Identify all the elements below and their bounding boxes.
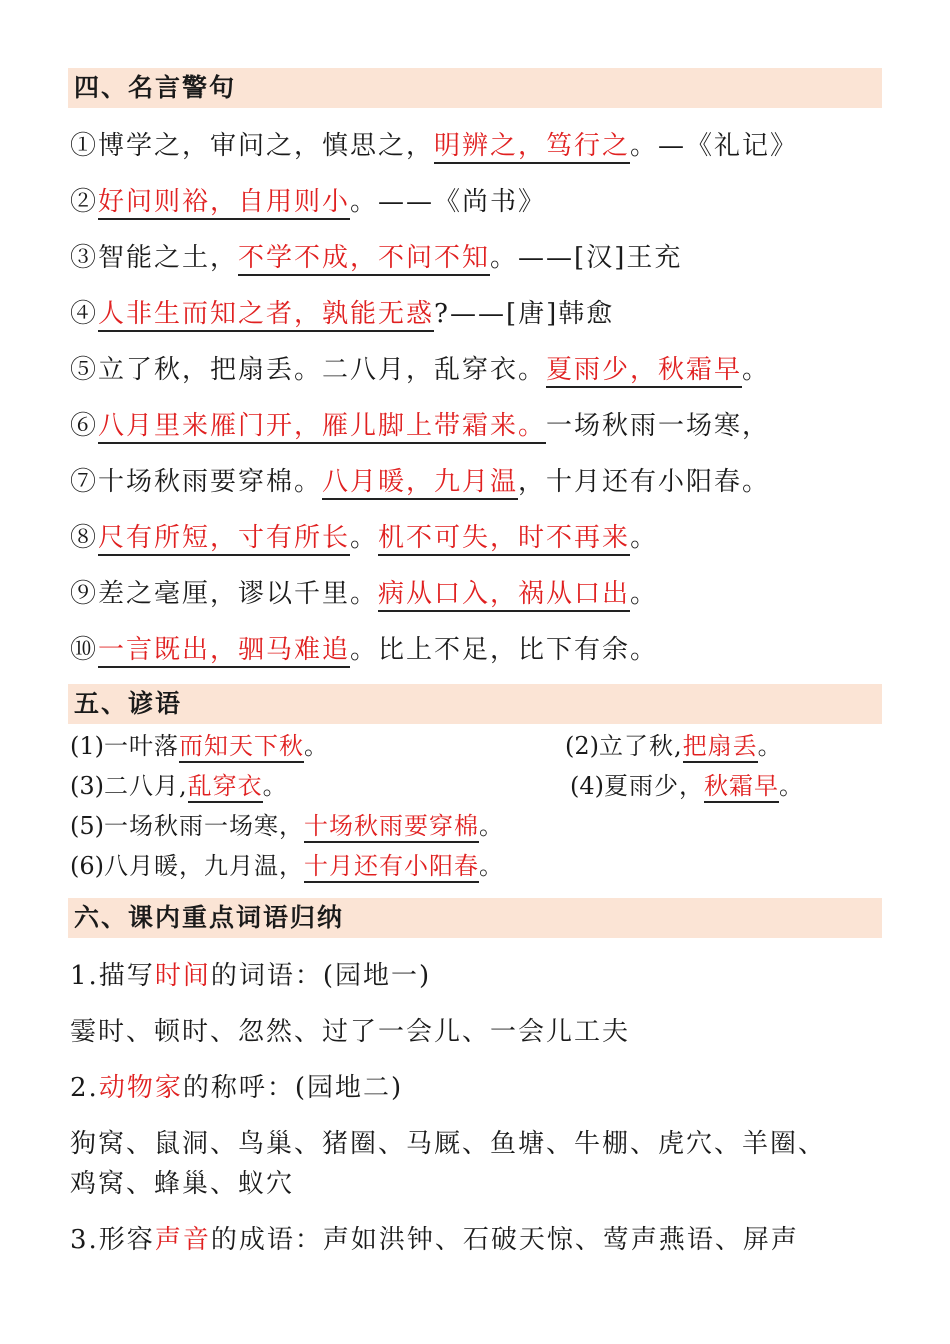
proverb-number: (3): [70, 772, 104, 800]
quote-line: [70, 184, 546, 220]
quote-text: 一场秋雨一场寒，: [546, 411, 771, 441]
quote-line: [70, 240, 682, 276]
proverb-number: (4): [570, 772, 604, 800]
quote-text: ，十月还有小阳春。: [518, 467, 771, 497]
proverb-number: (6): [70, 852, 104, 880]
quote-number: ⑥: [70, 411, 99, 441]
quote-text: 智能之土，: [98, 243, 239, 273]
quote-number: ⑦: [70, 467, 99, 497]
quote-number: ⑤: [70, 355, 99, 385]
quote-number: ⑨: [70, 579, 99, 609]
quote-line: [70, 632, 658, 668]
vocab-heading-text: 的词语：(园地一): [210, 961, 432, 991]
proverb-text: 。: [479, 852, 504, 880]
quote-answer: 一言既出，驷马难追: [98, 635, 350, 668]
proverb-item: [570, 770, 804, 802]
proverb-answer: 而知天下秋: [179, 732, 304, 763]
proverb-number: (2): [565, 732, 599, 760]
quote-source: 。——《尚书》: [350, 187, 547, 217]
vocab-heading-text: 2.: [70, 1073, 99, 1103]
quote-line: [70, 576, 658, 612]
proverb-text: 一场秋雨一场寒，: [104, 812, 304, 840]
vocab-heading-text: 的称呼：(园地二): [182, 1073, 404, 1103]
quote-number: ③: [70, 243, 99, 273]
quote-source: 。——[汉]王充: [490, 243, 683, 273]
proverb-text: 八月暖，九月温，: [104, 852, 304, 880]
quote-line: [70, 464, 770, 500]
quote-text: 。: [630, 579, 659, 609]
proverb-item: [70, 770, 288, 802]
vocab-heading-text: 1.描写: [70, 961, 155, 991]
quote-answer: 八月暖，九月温: [322, 467, 518, 500]
quote-number: ⑩: [70, 635, 99, 665]
vocab-words-time: 霎时、顿时、忽然、过了一会儿、一会儿工夫: [70, 1017, 631, 1047]
proverb-text: 。: [479, 812, 504, 840]
quote-number: ①: [70, 131, 99, 161]
proverb-item: [565, 730, 783, 762]
quote-line: [70, 128, 798, 164]
vocab-heading-time: [70, 958, 431, 994]
proverb-item: [70, 810, 504, 842]
quote-text: 差之毫厘，谬以千里。: [98, 579, 379, 609]
proverb-text: 。: [757, 732, 783, 760]
proverb-text: 。: [262, 772, 288, 800]
quote-answer: 机不可失，时不再来: [378, 523, 630, 556]
quote-text: 十场秋雨要穿棉。: [98, 467, 323, 497]
quote-text: 博学之，审问之，慎思之，: [98, 131, 435, 161]
vocab-keyword: 声音: [154, 1225, 211, 1255]
quote-answer: 好问则裕，自用则小: [98, 187, 350, 220]
quote-text: 立了秋，把扇丢。二八月，乱穿衣。: [98, 355, 547, 385]
quote-answer: 尺有所短，寸有所长: [98, 523, 350, 556]
proverb-answer: 十场秋雨要穿棉: [304, 812, 479, 843]
vocab-heading-animal-home: [70, 1070, 403, 1106]
section-title-quotes: 四、名言警句: [68, 68, 882, 108]
vocab-keyword: 时间: [154, 961, 211, 991]
proverb-answer: 乱穿衣: [188, 772, 263, 803]
vocab-heading-sound: [70, 1222, 799, 1258]
proverb-text: 夏雨少，: [604, 772, 704, 800]
vocab-keyword: 动物家: [98, 1073, 183, 1103]
quote-number: ⑧: [70, 523, 99, 553]
quote-source: 。: [742, 355, 771, 385]
proverb-item: [70, 730, 329, 762]
quote-answer: 人非生而知之者，孰能无惑: [98, 299, 434, 332]
quote-answer: 病从口入，祸从口出: [378, 579, 630, 612]
quote-answer: 夏雨少，秋霜早: [546, 355, 742, 388]
proverb-text: 。: [779, 772, 804, 800]
quote-number: ④: [70, 299, 99, 329]
proverb-text: 立了秋,: [599, 732, 683, 760]
proverb-answer: 把扇丢: [683, 732, 758, 763]
quote-text: 。: [630, 523, 659, 553]
quote-source: 。—《礼记》: [630, 131, 799, 161]
proverb-number: (5): [70, 812, 104, 840]
quote-text: 。: [350, 523, 379, 553]
quote-line: [70, 352, 770, 388]
proverb-text: 一叶落: [104, 732, 179, 760]
vocab-words-animal-home: 狗窝、鼠洞、鸟巢、猪圈、马厩、鱼塘、牛棚、虎穴、羊圈、: [70, 1129, 827, 1159]
section-title-proverbs: 五、谚语: [68, 684, 882, 724]
vocab-words-animal-home: 鸡窝、蜂巢、蚁穴: [70, 1169, 295, 1199]
quote-answer: 明辨之，笃行之: [434, 131, 630, 164]
proverb-answer: 秋霜早: [704, 772, 779, 803]
vocab-heading-text: 3.形容: [70, 1225, 155, 1255]
quote-text: 。比上不足，比下有余。: [350, 635, 659, 665]
quote-answer: 八月里来雁门开，雁儿脚上带霜来。: [98, 411, 546, 444]
quote-answer: 不学不成，不问不知: [238, 243, 490, 276]
proverb-number: (1): [70, 732, 104, 760]
proverb-text: 。: [304, 732, 329, 760]
vocab-heading-text: 的成语：声如洪钟、石破天惊、莺声燕语、屏声: [210, 1225, 799, 1255]
quote-line: [70, 520, 658, 556]
section-title-vocab: 六、课内重点词语归纳: [68, 898, 882, 938]
quote-line: [70, 296, 614, 332]
proverb-item: [70, 850, 504, 882]
proverb-text: 二八月,: [104, 772, 188, 800]
quote-line: [70, 408, 770, 444]
quote-number: ②: [70, 187, 99, 217]
quote-source: ?——[唐]韩愈: [434, 299, 615, 329]
proverb-answer: 十月还有小阳春: [304, 852, 479, 883]
